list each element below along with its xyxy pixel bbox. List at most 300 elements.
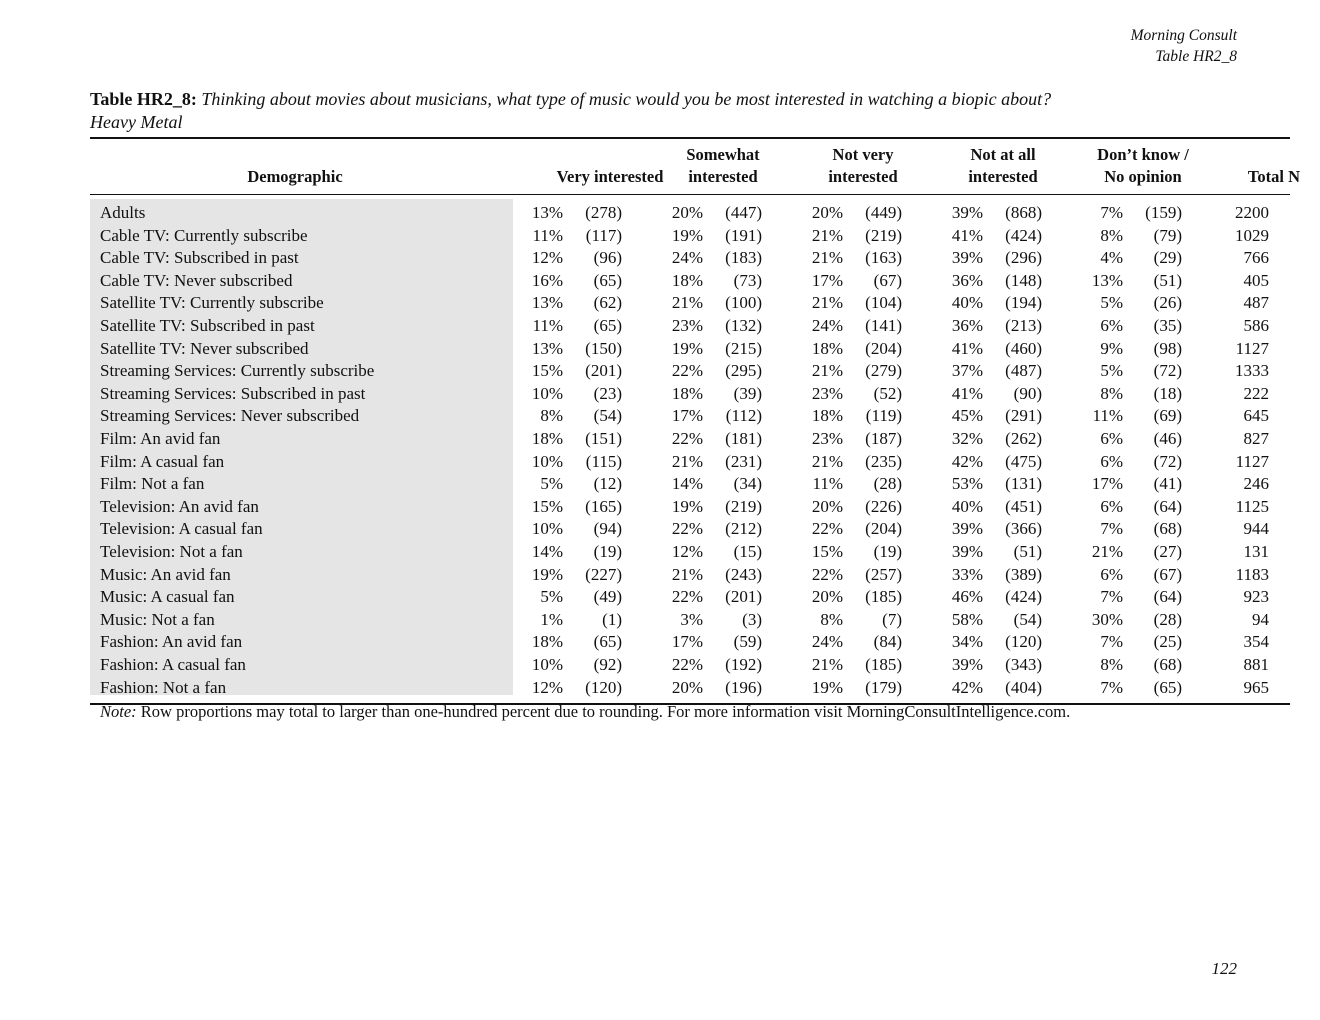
cell-count: (28) <box>1153 609 1182 629</box>
cell-percent: 10% <box>531 451 563 471</box>
cell-total: 94 <box>1252 609 1269 629</box>
cell-percent: 5% <box>540 474 563 494</box>
table-row <box>90 338 1290 361</box>
cell-count: (487) <box>1005 361 1042 381</box>
cell-percent: 22% <box>671 587 703 607</box>
row-label: Film: A casual fan <box>100 451 225 471</box>
row-label: Fashion: An avid fan <box>100 632 243 652</box>
cell-percent: 24% <box>811 316 843 335</box>
cell-percent: 14% <box>531 542 563 561</box>
cell-count: (215) <box>725 338 762 358</box>
cell-percent: 22% <box>671 361 703 381</box>
cell-percent: 7% <box>1100 632 1123 652</box>
cell-total: 246 <box>1243 474 1269 494</box>
cell-percent: 22% <box>811 519 843 539</box>
row-label: Satellite TV: Subscribed in past <box>100 316 315 335</box>
cell-count: (187) <box>865 429 902 448</box>
cell-count: (201) <box>725 587 762 607</box>
table-body <box>90 195 1290 703</box>
cell-count: (278) <box>585 203 622 222</box>
cell-percent: 40% <box>951 496 983 516</box>
cell-count: (39) <box>733 383 762 403</box>
cell-count: (141) <box>865 316 902 335</box>
table-row <box>90 564 1290 587</box>
row-label: Television: A casual fan <box>100 519 263 539</box>
cell-percent: 36% <box>951 316 983 335</box>
brand-name: Morning Consult <box>1130 27 1237 44</box>
cell-count: (62) <box>593 293 622 313</box>
cell-percent: 39% <box>951 542 983 561</box>
cell-count: (451) <box>1005 496 1042 516</box>
cell-percent: 19% <box>671 225 703 245</box>
cell-percent: 8% <box>540 406 563 426</box>
row-label: Satellite TV: Never subscribed <box>100 338 309 358</box>
cell-count: (117) <box>585 225 622 245</box>
cell-percent: 41% <box>951 225 983 245</box>
row-label: Satellite TV: Currently subscribe <box>100 293 324 313</box>
cell-count: (52) <box>873 383 902 403</box>
cell-percent: 16% <box>531 270 563 290</box>
cell-percent: 21% <box>811 451 843 471</box>
cell-count: (96) <box>593 248 622 268</box>
cell-count: (196) <box>725 677 762 697</box>
table-row <box>90 202 1290 225</box>
cell-percent: 17% <box>811 270 843 290</box>
cell-count: (65) <box>593 632 622 652</box>
cell-percent: 23% <box>811 429 843 448</box>
table-row <box>90 247 1290 270</box>
cell-count: (64) <box>1153 496 1182 516</box>
cell-percent: 21% <box>811 248 843 268</box>
cell-total: 405 <box>1243 270 1269 290</box>
cell-count: (65) <box>593 316 622 335</box>
cell-count: (67) <box>873 270 902 290</box>
cell-total: 1333 <box>1235 361 1269 381</box>
cell-count: (163) <box>865 248 902 268</box>
cell-count: (98) <box>1153 338 1182 358</box>
table-name: Table HR2_8: <box>90 89 197 109</box>
cell-percent: 6% <box>1100 496 1123 516</box>
cell-count: (120) <box>585 677 622 697</box>
row-label: Film: Not a fan <box>100 474 205 494</box>
table-row <box>90 677 1290 700</box>
cell-count: (7) <box>882 609 902 629</box>
cell-percent: 8% <box>820 609 843 629</box>
cell-percent: 36% <box>951 270 983 290</box>
cell-percent: 15% <box>811 542 843 561</box>
table-row <box>90 405 1290 428</box>
cell-percent: 21% <box>811 361 843 381</box>
cell-percent: 39% <box>951 655 983 674</box>
table-row <box>90 360 1290 383</box>
cell-count: (23) <box>593 383 622 403</box>
cell-count: (424) <box>1005 225 1042 245</box>
cell-count: (69) <box>1153 406 1182 426</box>
cell-percent: 11% <box>1092 406 1123 426</box>
cell-percent: 8% <box>1100 383 1123 403</box>
cell-percent: 8% <box>1100 225 1123 245</box>
cell-count: (226) <box>865 496 902 516</box>
cell-percent: 18% <box>531 429 563 448</box>
cell-percent: 11% <box>812 474 843 494</box>
col-total-n: Total N <box>1247 167 1300 186</box>
cell-count: (49) <box>593 587 622 607</box>
table-row <box>90 473 1290 496</box>
cell-percent: 33% <box>951 564 983 584</box>
cell-percent: 5% <box>1100 361 1123 381</box>
cell-total: 965 <box>1243 677 1269 697</box>
cell-count: (132) <box>725 316 762 335</box>
cell-percent: 22% <box>671 519 703 539</box>
cell-count: (92) <box>593 655 622 674</box>
cell-total: 131 <box>1243 542 1269 561</box>
cell-count: (212) <box>725 519 762 539</box>
cell-percent: 19% <box>671 496 703 516</box>
cell-count: (112) <box>725 406 762 426</box>
cell-total: 1125 <box>1235 496 1269 516</box>
cell-percent: 7% <box>1100 203 1123 222</box>
row-label: Streaming Services: Subscribed in past <box>100 383 366 403</box>
cell-percent: 30% <box>1091 609 1123 629</box>
table-row <box>90 315 1290 338</box>
table-row <box>90 541 1290 564</box>
cell-count: (235) <box>865 451 902 471</box>
cell-count: (72) <box>1153 451 1182 471</box>
cell-count: (449) <box>865 203 902 222</box>
cell-total: 2200 <box>1235 203 1269 222</box>
cell-percent: 13% <box>531 338 563 358</box>
cell-percent: 41% <box>951 338 983 358</box>
cell-percent: 21% <box>1091 542 1123 561</box>
table-row <box>90 225 1290 248</box>
cell-percent: 17% <box>671 406 703 426</box>
cell-percent: 18% <box>671 270 703 290</box>
cell-count: (18) <box>1153 383 1182 403</box>
cell-percent: 6% <box>1100 316 1123 335</box>
cell-percent: 22% <box>811 564 843 584</box>
cell-count: (262) <box>1005 429 1042 448</box>
cell-count: (257) <box>865 564 902 584</box>
col-not-very-interested: Not very interested <box>828 145 898 186</box>
cell-percent: 6% <box>1100 564 1123 584</box>
cell-count: (150) <box>585 338 622 358</box>
cell-percent: 21% <box>811 293 843 313</box>
row-label: Cable TV: Subscribed in past <box>100 248 299 268</box>
cell-total: 586 <box>1243 316 1269 335</box>
cell-count: (73) <box>733 270 762 290</box>
cell-count: (100) <box>725 293 762 313</box>
cell-count: (185) <box>865 587 902 607</box>
table-question: Thinking about movies about musicians, what type of music would you be most interested in watching a biopic about? <box>201 89 1052 109</box>
cell-count: (12) <box>593 474 622 494</box>
cell-percent: 21% <box>671 293 703 313</box>
col-somewhat-interested: Somewhat interested <box>686 145 760 186</box>
cell-count: (34) <box>733 474 762 494</box>
table-row <box>90 518 1290 541</box>
cell-count: (343) <box>1005 655 1042 674</box>
crosstab-table <box>90 137 1300 705</box>
cell-count: (120) <box>1005 632 1042 652</box>
cell-percent: 20% <box>671 203 703 222</box>
cell-count: (26) <box>1153 293 1182 313</box>
cell-percent: 20% <box>671 677 703 697</box>
row-label: Fashion: Not a fan <box>100 677 227 697</box>
cell-count: (179) <box>865 677 902 697</box>
cell-percent: 19% <box>531 564 563 584</box>
cell-count: (51) <box>1153 270 1182 290</box>
cell-count: (115) <box>585 451 622 471</box>
col-not-at-all-interested: Not at all interested <box>968 145 1038 186</box>
cell-count: (59) <box>733 632 762 652</box>
table-row <box>90 631 1290 654</box>
cell-percent: 7% <box>1100 677 1123 697</box>
cell-percent: 5% <box>540 587 563 607</box>
cell-percent: 23% <box>671 316 703 335</box>
row-label: Adults <box>100 203 146 222</box>
cell-count: (201) <box>585 361 622 381</box>
cell-count: (72) <box>1153 361 1182 381</box>
cell-count: (19) <box>873 542 902 561</box>
cell-count: (79) <box>1153 225 1182 245</box>
cell-percent: 39% <box>951 519 983 539</box>
table-row <box>90 451 1290 474</box>
cell-percent: 42% <box>951 451 983 471</box>
cell-total: 487 <box>1243 293 1269 313</box>
cell-total: 1127 <box>1235 451 1269 471</box>
cell-count: (279) <box>865 361 902 381</box>
page-header <box>1131 25 1237 67</box>
cell-percent: 7% <box>1100 587 1123 607</box>
cell-percent: 41% <box>951 383 983 403</box>
cell-total: 923 <box>1243 587 1269 607</box>
col-very-interested: Very interested <box>556 167 664 186</box>
cell-percent: 24% <box>811 632 843 652</box>
cell-percent: 58% <box>951 609 983 629</box>
cell-percent: 9% <box>1100 338 1123 358</box>
cell-count: (67) <box>1153 564 1182 584</box>
cell-percent: 18% <box>531 632 563 652</box>
row-label: Music: A casual fan <box>100 587 235 607</box>
cell-count: (227) <box>585 564 622 584</box>
cell-count: (192) <box>725 655 762 674</box>
cell-percent: 5% <box>1100 293 1123 313</box>
table-subtitle: Heavy Metal <box>90 112 183 132</box>
cell-total: 944 <box>1243 519 1269 539</box>
note-text: Row proportions may total to larger than one-hundred percent due to rounding. For more information visit MorningConsultIntelligence.com. <box>140 702 1071 721</box>
cell-count: (25) <box>1153 632 1182 652</box>
cell-percent: 19% <box>811 677 843 697</box>
cell-percent: 13% <box>531 203 563 222</box>
row-label: Cable TV: Never subscribed <box>100 270 293 290</box>
table-row <box>90 496 1290 519</box>
cell-count: (151) <box>585 429 622 448</box>
cell-percent: 12% <box>671 542 703 561</box>
row-label: Fashion: A casual fan <box>100 655 246 674</box>
cell-count: (165) <box>585 496 622 516</box>
cell-percent: 17% <box>1091 474 1123 494</box>
cell-count: (183) <box>725 248 762 268</box>
cell-count: (389) <box>1005 564 1042 584</box>
cell-total: 354 <box>1243 632 1269 652</box>
cell-percent: 21% <box>671 564 703 584</box>
cell-percent: 8% <box>1100 655 1123 674</box>
cell-percent: 18% <box>671 383 703 403</box>
cell-count: (213) <box>1005 316 1042 335</box>
table-row <box>90 383 1290 406</box>
row-label: Streaming Services: Never subscribed <box>100 406 360 426</box>
cell-count: (366) <box>1005 519 1042 539</box>
cell-percent: 20% <box>811 587 843 607</box>
cell-percent: 14% <box>671 474 703 494</box>
cell-percent: 22% <box>671 655 703 674</box>
cell-percent: 39% <box>951 248 983 268</box>
row-label: Music: An avid fan <box>100 564 231 584</box>
cell-count: (243) <box>725 564 762 584</box>
cell-count: (68) <box>1153 655 1182 674</box>
cell-count: (219) <box>865 225 902 245</box>
cell-count: (119) <box>865 406 902 426</box>
row-label: Cable TV: Currently subscribe <box>100 225 308 245</box>
cell-percent: 18% <box>811 406 843 426</box>
cell-count: (54) <box>1013 609 1042 629</box>
cell-percent: 45% <box>951 406 983 426</box>
cell-count: (291) <box>1005 406 1042 426</box>
note-label: Note: <box>100 702 137 721</box>
cell-count: (54) <box>593 406 622 426</box>
cell-percent: 34% <box>951 632 983 652</box>
cell-count: (51) <box>1013 542 1042 561</box>
cell-count: (64) <box>1153 587 1182 607</box>
table-title <box>90 88 1290 134</box>
cell-total: 1127 <box>1235 338 1269 358</box>
cell-count: (475) <box>1005 451 1042 471</box>
cell-count: (84) <box>873 632 902 652</box>
cell-count: (1) <box>602 609 622 629</box>
cell-count: (29) <box>1153 248 1182 268</box>
cell-count: (159) <box>1145 203 1182 222</box>
cell-percent: 12% <box>531 677 563 697</box>
cell-count: (404) <box>1005 677 1042 697</box>
cell-count: (104) <box>865 293 902 313</box>
cell-count: (194) <box>1005 293 1042 313</box>
cell-percent: 21% <box>811 655 843 674</box>
cell-percent: 10% <box>531 383 563 403</box>
row-label: Film: An avid fan <box>100 429 221 448</box>
cell-count: (296) <box>1005 248 1042 268</box>
cell-percent: 10% <box>531 519 563 539</box>
row-label: Television: An avid fan <box>100 496 259 516</box>
cell-total: 1183 <box>1235 564 1269 584</box>
cell-percent: 11% <box>532 225 563 245</box>
cell-count: (148) <box>1005 270 1042 290</box>
table-row <box>90 654 1290 677</box>
cell-count: (94) <box>593 519 622 539</box>
table-row <box>90 609 1290 632</box>
cell-percent: 21% <box>811 225 843 245</box>
page-number: 122 <box>1211 959 1237 978</box>
table-reference: Table HR2_8 <box>1155 48 1237 65</box>
cell-count: (447) <box>725 203 762 222</box>
cell-percent: 24% <box>671 248 703 268</box>
table-row <box>90 270 1290 293</box>
cell-percent: 6% <box>1100 451 1123 471</box>
cell-count: (27) <box>1153 542 1182 561</box>
cell-count: (295) <box>725 361 762 381</box>
cell-percent: 15% <box>531 496 563 516</box>
column-headers <box>90 139 1300 194</box>
cell-count: (3) <box>742 609 762 629</box>
table-row <box>90 428 1290 451</box>
cell-count: (424) <box>1005 587 1042 607</box>
cell-count: (191) <box>725 225 762 245</box>
cell-count: (204) <box>865 519 902 539</box>
cell-percent: 22% <box>671 429 703 448</box>
cell-total: 881 <box>1243 655 1269 674</box>
cell-count: (204) <box>865 338 902 358</box>
cell-count: (35) <box>1153 316 1182 335</box>
cell-count: (68) <box>1153 519 1182 539</box>
cell-percent: 17% <box>671 632 703 652</box>
col-demographic: Demographic <box>247 167 343 186</box>
cell-percent: 42% <box>951 677 983 697</box>
cell-total: 645 <box>1243 406 1269 426</box>
cell-percent: 13% <box>531 293 563 313</box>
cell-count: (181) <box>725 429 762 448</box>
cell-count: (231) <box>725 451 762 471</box>
cell-percent: 20% <box>811 496 843 516</box>
cell-count: (460) <box>1005 338 1042 358</box>
row-label: Television: Not a fan <box>100 542 243 561</box>
cell-percent: 13% <box>1091 270 1123 290</box>
cell-percent: 19% <box>671 338 703 358</box>
cell-count: (219) <box>725 496 762 516</box>
table-row <box>90 292 1290 315</box>
cell-percent: 1% <box>540 609 563 629</box>
cell-count: (868) <box>1005 203 1042 222</box>
cell-count: (65) <box>1153 677 1182 697</box>
cell-count: (19) <box>593 542 622 561</box>
cell-percent: 7% <box>1100 519 1123 539</box>
cell-percent: 10% <box>531 655 563 674</box>
cell-count: (46) <box>1153 429 1182 448</box>
col-dont-know: Don’t know / No opinion <box>1097 145 1189 186</box>
cell-percent: 11% <box>532 316 563 335</box>
cell-total: 1029 <box>1235 225 1269 245</box>
cell-percent: 46% <box>951 587 983 607</box>
cell-total: 827 <box>1243 429 1269 448</box>
cell-count: (15) <box>733 542 762 561</box>
cell-percent: 32% <box>951 429 983 448</box>
cell-percent: 3% <box>680 609 703 629</box>
cell-percent: 12% <box>531 248 563 268</box>
cell-count: (131) <box>1005 474 1042 494</box>
cell-count: (185) <box>865 655 902 674</box>
cell-count: (65) <box>593 270 622 290</box>
cell-total: 766 <box>1243 248 1269 268</box>
cell-count: (90) <box>1013 383 1042 403</box>
cell-percent: 37% <box>951 361 983 381</box>
cell-count: (28) <box>873 474 902 494</box>
cell-percent: 4% <box>1100 248 1123 268</box>
cell-percent: 40% <box>951 293 983 313</box>
table-row <box>90 586 1290 609</box>
cell-percent: 53% <box>951 474 983 494</box>
cell-percent: 6% <box>1100 429 1123 448</box>
row-label: Streaming Services: Currently subscribe <box>100 361 375 381</box>
cell-percent: 18% <box>811 338 843 358</box>
cell-percent: 15% <box>531 361 563 381</box>
cell-percent: 21% <box>671 451 703 471</box>
